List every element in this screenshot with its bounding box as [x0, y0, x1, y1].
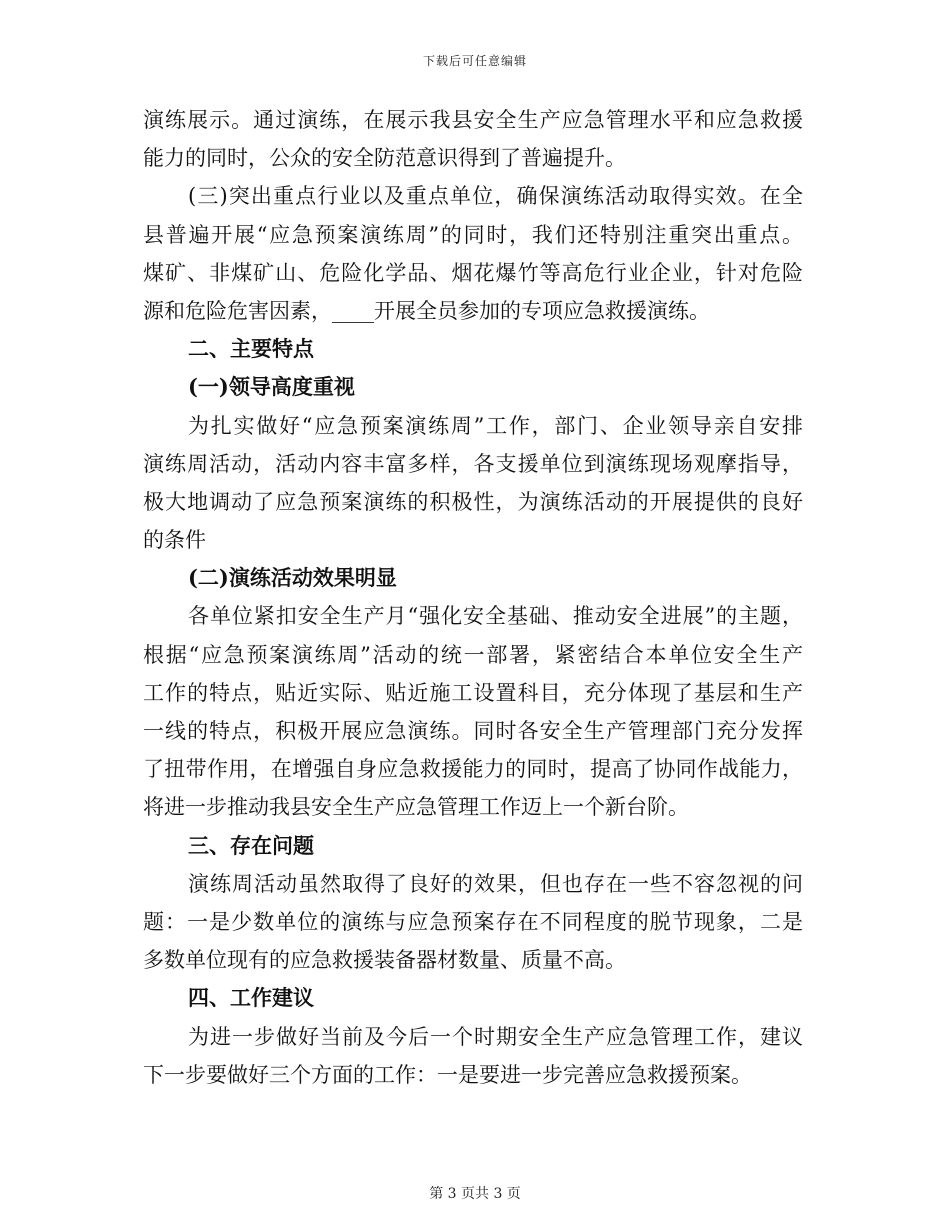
paragraph-line: 为扎实做好“应急预案演练周”工作，部门、企业领导亲自安排 [188, 413, 803, 438]
paragraph-line: 根据“应急预案演练周”活动的统一部署，紧密结合本单位安全生产 [143, 642, 803, 667]
paragraph-line: 演练周活动，活动内容丰富多样，各支援单位到演练现场观摩指导， [143, 451, 803, 476]
paragraph-line: 将进一步推动我县安全生产应急管理工作迈上一个新台阶。 [143, 795, 689, 820]
paragraph-line: 极大地调动了应急预案演练的积极性，为演练活动的开展提供的良好 [143, 489, 803, 514]
paragraph-line: 能力的同时，公众的安全防范意识得到了普遍提升。 [143, 146, 626, 171]
paragraph-line: 各单位紧扣安全生产月“强化安全基础、推动安全进展”的主题， [188, 604, 803, 629]
paragraph-line: 县普遍开展“应急预案演练周”的同时，我们还特别注重突出重点。 [143, 222, 803, 247]
paragraph-line: 下一步要做好三个方面的工作：一是要进一步完善应急救援预案。 [143, 1062, 752, 1087]
section-heading: 二、主要特点 [188, 336, 314, 362]
paragraph-line: 工作的特点，贴近实际、贴近施工设置科目，充分体现了基层和生产 [143, 680, 803, 705]
paragraph-line: 演练展示。通过演练，在展示我县安全生产应急管理水平和应急救援 [143, 108, 803, 132]
paragraph-line: (三)突出重点行业以及重点单位，确保演练活动取得实效。在全 [188, 184, 803, 209]
paragraph-line: 为进一步做好当前及今后一个时期安全生产应急管理工作，建议 [188, 1024, 803, 1049]
section-heading: 四、工作建议 [188, 985, 314, 1011]
document-body [143, 101, 803, 1094]
page-number-footer: 第 3 页共 3 页 [429, 1186, 521, 1202]
page-header: 下载后可任意编辑 [422, 54, 527, 68]
paragraph-line: 源和危险危害因素，____开展全员参加的专项应急救援演练。 [143, 298, 710, 323]
section-heading: 三、存在问题 [188, 832, 314, 858]
subsection-heading: (一)领导高度重视 [188, 374, 355, 400]
paragraph-line: 煤矿、非煤矿山、危险化学品、烟花爆竹等高危行业企业，针对危险 [143, 260, 803, 285]
paragraph-line: 题：一是少数单位的演练与应急预案存在不同程度的脱节现象，二是 [143, 909, 803, 934]
paragraph-line: 的条件 [143, 528, 206, 553]
paragraph-line: 一线的特点，积极开展应急演练。同时各安全生产管理部门充分发挥 [143, 719, 803, 743]
subsection-heading: (二)演练活动效果明显 [188, 565, 397, 591]
paragraph-line: 了扭带作用，在增强自身应急救援能力的同时，提高了协同作战能力， [143, 757, 803, 782]
paragraph-line: 多数单位现有的应急救援装备器材数量、质量不高。 [143, 948, 626, 973]
paragraph-line: 演练周活动虽然取得了良好的效果，但也存在一些不容忽视的问 [188, 871, 803, 896]
